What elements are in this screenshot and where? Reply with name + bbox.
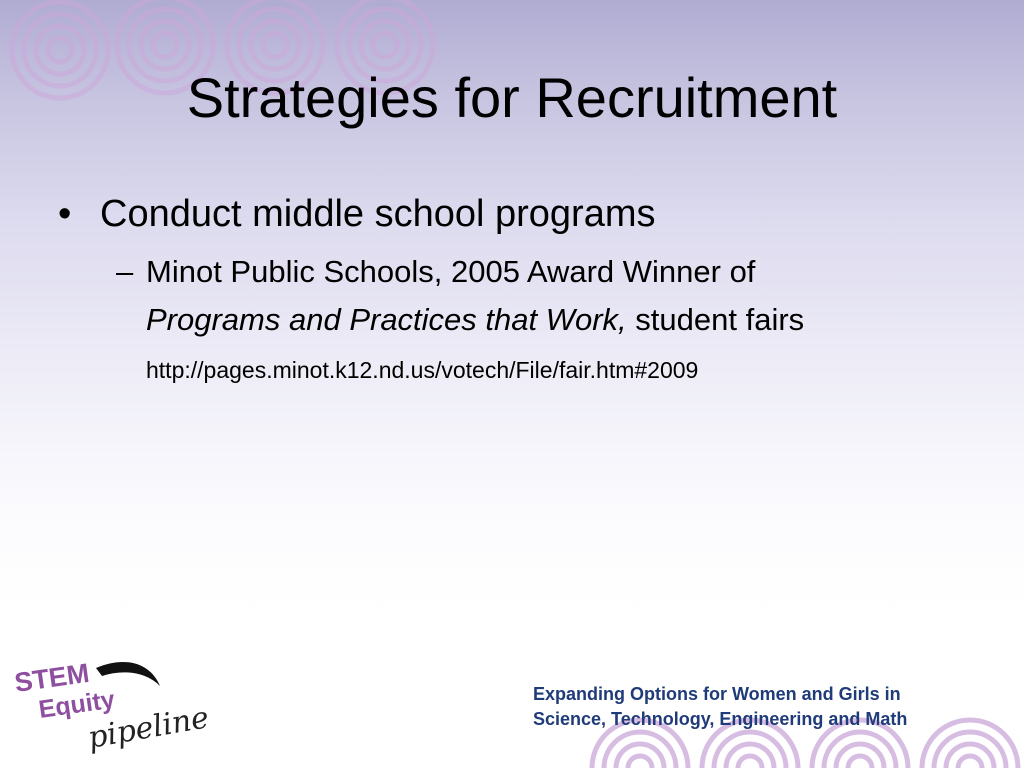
bullet-list bbox=[58, 188, 958, 394]
bullet-text: Conduct middle school programs bbox=[100, 193, 656, 235]
sub-bullet-dash: – bbox=[116, 254, 134, 289]
logo-stem-text: STEM bbox=[12, 657, 92, 698]
logo-swoosh-icon bbox=[96, 662, 160, 686]
stem-equity-pipeline-logo bbox=[12, 656, 212, 764]
bullet-item bbox=[58, 188, 958, 240]
sub-bullet-item bbox=[116, 248, 886, 394]
footer-tagline bbox=[533, 682, 1003, 732]
bullet-dot-icon: • bbox=[58, 193, 72, 235]
tagline-line-2: Science, Technology, Engineering and Math bbox=[533, 709, 908, 729]
logo-equity-text: Equity bbox=[36, 685, 117, 724]
program-url-link[interactable]: http://pages.minot.k12.nd.us/votech/File/fair.htm#2009 bbox=[146, 357, 699, 383]
sub-bullet-text-a: Minot Public Schools, 2005 Award Winner of bbox=[146, 254, 756, 289]
slide-title: Strategies for Recruitment bbox=[186, 66, 838, 129]
tagline-line-1: Expanding Options for Women and Girls in bbox=[533, 684, 901, 704]
sub-bullet-text-b: student fairs bbox=[626, 302, 805, 337]
sub-bullet-text-italic: Programs and Practices that Work, bbox=[146, 302, 627, 337]
logo-pipeline-text: pipeline bbox=[85, 700, 212, 756]
